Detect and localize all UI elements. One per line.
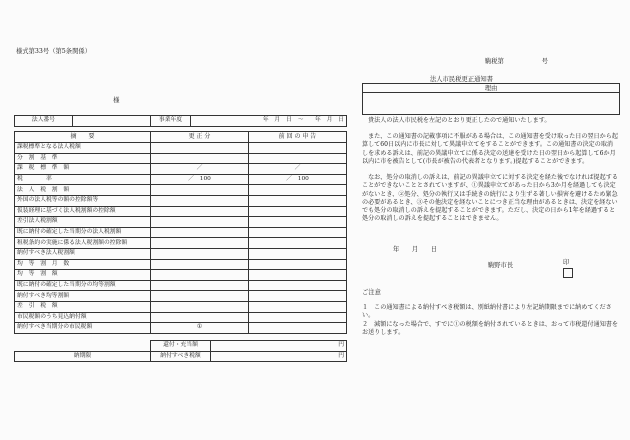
table-row — [15, 143, 347, 154]
previous-value[interactable] — [249, 195, 347, 206]
corrected-value[interactable]: ／ — [151, 164, 249, 175]
corp-number-label: 法人番号 — [15, 116, 73, 127]
corrected-value[interactable] — [151, 312, 249, 323]
row-label: 外国の法人税等の額の控除額等 — [15, 195, 151, 206]
table-row — [15, 164, 347, 175]
fiscal-year-label: 事業年度 — [151, 116, 191, 127]
issue-date: 年 月 日 — [393, 246, 438, 253]
table-row — [15, 259, 347, 270]
row-label: 既に納付の確定した当期分の均等割額 — [15, 280, 151, 291]
previous-value[interactable] — [249, 312, 347, 323]
corrected-value[interactable] — [151, 227, 249, 238]
previous-value[interactable]: ／ — [249, 164, 347, 175]
table-row — [15, 153, 347, 164]
row-label: 租税条約の実施に係る法人税割額の控除額 — [15, 238, 151, 249]
row-label: 差引法人税割額 — [15, 217, 151, 228]
corrected-value[interactable] — [151, 238, 249, 249]
row-label: 課 税 標 準 額 — [15, 164, 151, 175]
row-label: 課税標準となる法人税額 — [15, 143, 151, 154]
previous-value[interactable] — [249, 280, 347, 291]
previous-value[interactable] — [249, 217, 347, 228]
info-row — [14, 115, 347, 127]
table-row — [15, 301, 347, 312]
corrected-value[interactable] — [151, 185, 249, 196]
table-row — [15, 174, 347, 185]
column-header-item: 摘 要 — [15, 132, 151, 143]
previous-value[interactable] — [249, 238, 347, 249]
row-label: 市民税額のうち見込納付額 — [15, 312, 151, 323]
previous-value[interactable]: ／ 100 — [249, 174, 347, 185]
notice-title: 法人市民税更正通知書 — [430, 76, 493, 83]
previous-value[interactable] — [249, 153, 347, 164]
table-row — [15, 195, 347, 206]
reason-box — [362, 83, 620, 115]
table-row — [15, 227, 347, 238]
corrected-value[interactable] — [151, 143, 249, 154]
table-row — [15, 280, 347, 291]
row-label: 納付すべき法人税割額 — [15, 248, 151, 259]
previous-value[interactable] — [249, 248, 347, 259]
unit-yen: 円 — [338, 352, 344, 359]
mayor-title: 駒野市長 — [488, 262, 514, 269]
corrected-value[interactable] — [151, 248, 249, 259]
corrected-value[interactable] — [151, 301, 249, 312]
previous-value[interactable] — [249, 270, 347, 281]
form-number: 様式第33号（第5条関係） — [16, 48, 91, 55]
blank-cell — [15, 341, 151, 352]
corrected-value[interactable] — [151, 270, 249, 281]
row-label: 既に納付の確定した当期分の法人税割額 — [15, 227, 151, 238]
table-row — [15, 185, 347, 196]
addressee-suffix: 様 — [113, 96, 120, 104]
tax-due-label: 納付すべき税額 — [151, 351, 211, 362]
previous-value[interactable] — [249, 323, 347, 334]
table-row — [15, 206, 347, 217]
row-label: 差 引 税 額 — [15, 301, 151, 312]
corrected-value[interactable]: ① — [151, 323, 249, 334]
notice-paragraph-1: 貴法人の法人市民税を左記のとおり更正したので通知いたします。 — [362, 117, 551, 124]
row-label: 均 等 割 月 数 — [15, 259, 151, 270]
table-row — [15, 312, 347, 323]
note-1: １ この通知書による納付すべき税額は、別紙納付書により左記納期限までに納めてください。 — [362, 304, 612, 320]
tax-due-value[interactable] — [211, 351, 347, 362]
reason-label: 理由 — [484, 85, 498, 92]
previous-value[interactable] — [249, 206, 347, 217]
refund-value[interactable] — [211, 341, 347, 352]
row-label: 納付すべき当期分の市民税額 — [15, 323, 151, 334]
corrected-value[interactable]: ／ 100 — [151, 174, 249, 185]
previous-value[interactable] — [249, 301, 347, 312]
table-row — [15, 248, 347, 259]
table-row — [15, 291, 347, 302]
corrected-value[interactable] — [151, 280, 249, 291]
totals-table — [14, 340, 347, 362]
previous-value[interactable] — [249, 227, 347, 238]
unit-yen: 円 — [338, 342, 344, 349]
tax-calculation-table — [14, 131, 347, 334]
reason-divider — [363, 92, 619, 93]
previous-value[interactable] — [249, 143, 347, 154]
row-label: 分 割 基 準 — [15, 153, 151, 164]
corrected-value[interactable] — [151, 195, 249, 206]
row-label: 納付すべき均等割額 — [15, 291, 151, 302]
table-row — [15, 238, 347, 249]
corrected-value[interactable] — [151, 291, 249, 302]
previous-value[interactable] — [249, 185, 347, 196]
column-header-corrected: 更 正 分 — [151, 132, 249, 143]
corp-number-value[interactable] — [73, 116, 151, 127]
corrected-value[interactable] — [151, 153, 249, 164]
corrected-value[interactable] — [151, 259, 249, 270]
table-row — [15, 217, 347, 228]
column-header-previous: 前 回 の 申 告 — [249, 132, 347, 143]
notice-paragraph-3: なお、処分の取消しの訴えは、前記の異議申立てに対する決定を経た後でなければ提起することができないこととされていますが、①異議申立てがあった日から3か月を経過しても決定がないとき、②処分、処分の執行又は手続きの続行により生ずる著しい損害を避けるため緊急の必要があるとき、③その他決定を経ないことにつき正当な理由があるときは、決定を経ないでも処分の取消しの訴えを提起することができます。ただし、決定の日から1年を経過すると処分の取消しの訴えを提起することはできません。 — [362, 174, 618, 223]
notes-title: ご注意 — [362, 289, 381, 296]
table-row — [15, 323, 347, 334]
row-label: 税 率 — [15, 174, 151, 185]
seal-box — [563, 268, 573, 278]
note-2: ２ 減額になった場合で、すでに①の税額を納付されているときは、おって市税還付通知書をお送りします。 — [362, 321, 618, 337]
previous-value[interactable] — [249, 291, 347, 302]
corrected-value[interactable] — [151, 206, 249, 217]
deadline-label: 納期限 — [15, 351, 151, 362]
row-label: 仮装経理に基づく法人税割額の控除額 — [15, 206, 151, 217]
notice-paragraph-2: また、この通知書の記載事項に不服がある場合は、この通知書を受け取った日の翌日から起算して60日以内に市長に対して異議申立てをすることができます。この通知書の決定の取消しを求める訴えは、前記の異議申立てに係る決定の送達を受けた日の翌日から起算して6か月以内に市を被告として(市長が被告の代表者となります。)提起することができます。 — [362, 133, 618, 165]
row-label: 法 人 税 割 額 — [15, 185, 151, 196]
table-row — [15, 270, 347, 281]
seal-label: 印 — [563, 259, 570, 266]
fiscal-year-range[interactable]: 年 月 日 ～ 年 月 日 — [191, 116, 347, 127]
refund-label: 還付・充当額 — [151, 341, 211, 352]
corrected-value[interactable] — [151, 217, 249, 228]
row-label: 均 等 割 額 — [15, 270, 151, 281]
document-number: 駒税第 号 — [485, 58, 548, 65]
previous-value[interactable] — [249, 259, 347, 270]
